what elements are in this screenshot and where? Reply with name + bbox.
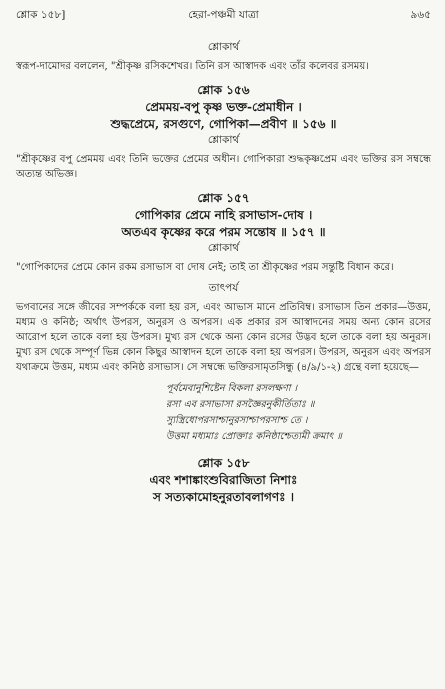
verse-line: প্রেমময়-বপু কৃষ্ণ ভক্ত-প্রেমাধীন । — [145, 100, 302, 114]
translation-paragraph: "গোপিকাদের প্রেমে কোন রকম রসাভাস বা দোষ নেই; তাই তা শ্রীকৃষ্ণের পরম সন্তুষ্টি বিধান করে। — [16, 262, 394, 273]
verse-number: শ্লোক ১৫৬ — [197, 83, 250, 97]
page-header — [16, 8, 431, 26]
verse-line: স সত্যকামোহনুরতাবলাগণঃ । — [153, 490, 294, 504]
verse-line: অতএব কৃষ্ণের করে পরম সন্তোষ ॥ ১৫৭ ॥ — [121, 225, 326, 239]
quote-line: পূর্বমেবানুশিষ্টেন বিকলা রসলক্ষণা । — [166, 383, 298, 394]
quote-line: স্যুস্ত্রিধোপরসাশ্চানুরসাশ্চাপরসাশ্চ তে । — [166, 415, 308, 426]
verse-line: এবং শশাঙ্কাংশুবিরাজিতা নিশাঃ — [149, 473, 298, 487]
quote-line: রসা এব রসাভাসা রসজ্ঞৈরনুকীর্তিতাঃ ॥ — [166, 399, 315, 410]
page-content — [16, 40, 431, 506]
verse-number: শ্লোক ১৫৭ — [197, 191, 250, 205]
translation-heading: শ্লোকার্থ — [207, 242, 240, 254]
purport-paragraph: ভগবানের সঙ্গে জীবের সম্পর্ককে বলা হয় রস, এবং আভাস মানে প্রতিবিম্ব। রসাভাস তিন প্রকার—উত্তম, মধ্যম ও কনিষ্ঠ; অর্থাৎ উপরস, অনুরস ও অপরস। এক প্রকার রস আস্বাদনের সময় অন্য কোন রসের আরোপ হলে তাকে বলা হয় উপরস। মুখ্য রস থেকে অন্য কোন রসের উদ্ভব হলে তাকে বলা হয় অনুরস। মুখ্য রস থেকে সম্পূর্ণ ভিন্ন কোন কিছুর আস্বাদন হলে তাকে বলা হয় অপরস। উপরস, অনুরস এবং অপরস যথাক্রমে উত্তম, মধ্যম এবং কনিষ্ঠ রসাভাস। সে সম্বন্ধে ভক্তিরসামৃতসিন্ধু (৪/৯/১-২) গ্রন্থে বলা হয়েছে— — [16, 302, 431, 373]
verse-line: গোপিকার প্রেমে নাহি রসাভাস-দোষ । — [134, 208, 313, 222]
translation-paragraph: স্বরূপ-দামোদর বললেন, "শ্রীকৃষ্ণ রসিকশেখর। তিনি রস আস্বাদক এবং তাঁর কলেবর রসময়। — [16, 61, 369, 72]
translation-paragraph: "শ্রীকৃষ্ণের বপু প্রেমময় এবং তিনি ভক্তের প্রেমের অধীন। গোপিকারা শুদ্ধকৃষ্ণপ্রেম এবং ভক্তির রস সম্বন্ধে অত্যন্ত অভিজ্ঞ। — [16, 154, 431, 180]
translation-heading: শ্লোকার্থ — [207, 134, 240, 146]
header-chapter-title: হেরা-পঞ্চমী যাত্রা — [188, 9, 259, 21]
translation-heading: শ্লোকার্থ — [207, 41, 240, 53]
purport-heading: তাৎপর্য — [208, 282, 239, 294]
sanskrit-quote — [16, 381, 431, 445]
header-verse-ref: শ্লোক ১৫৮] — [16, 9, 66, 21]
header-page-number: ৯৬৫ — [410, 9, 431, 21]
quote-line: উত্তমা মধ্যমাঃ প্রোক্তাঃ কনিষ্ঠাশ্চেত্যমী ক্রমাৎ ॥ — [166, 431, 342, 442]
verse-number: শ্লোক ১৫৮ — [197, 456, 250, 470]
verse-line: শুদ্ধপ্রেমে, রসগুণে, গোপিকা—প্রবীণ ॥ ১৫৬ ॥ — [110, 117, 337, 131]
